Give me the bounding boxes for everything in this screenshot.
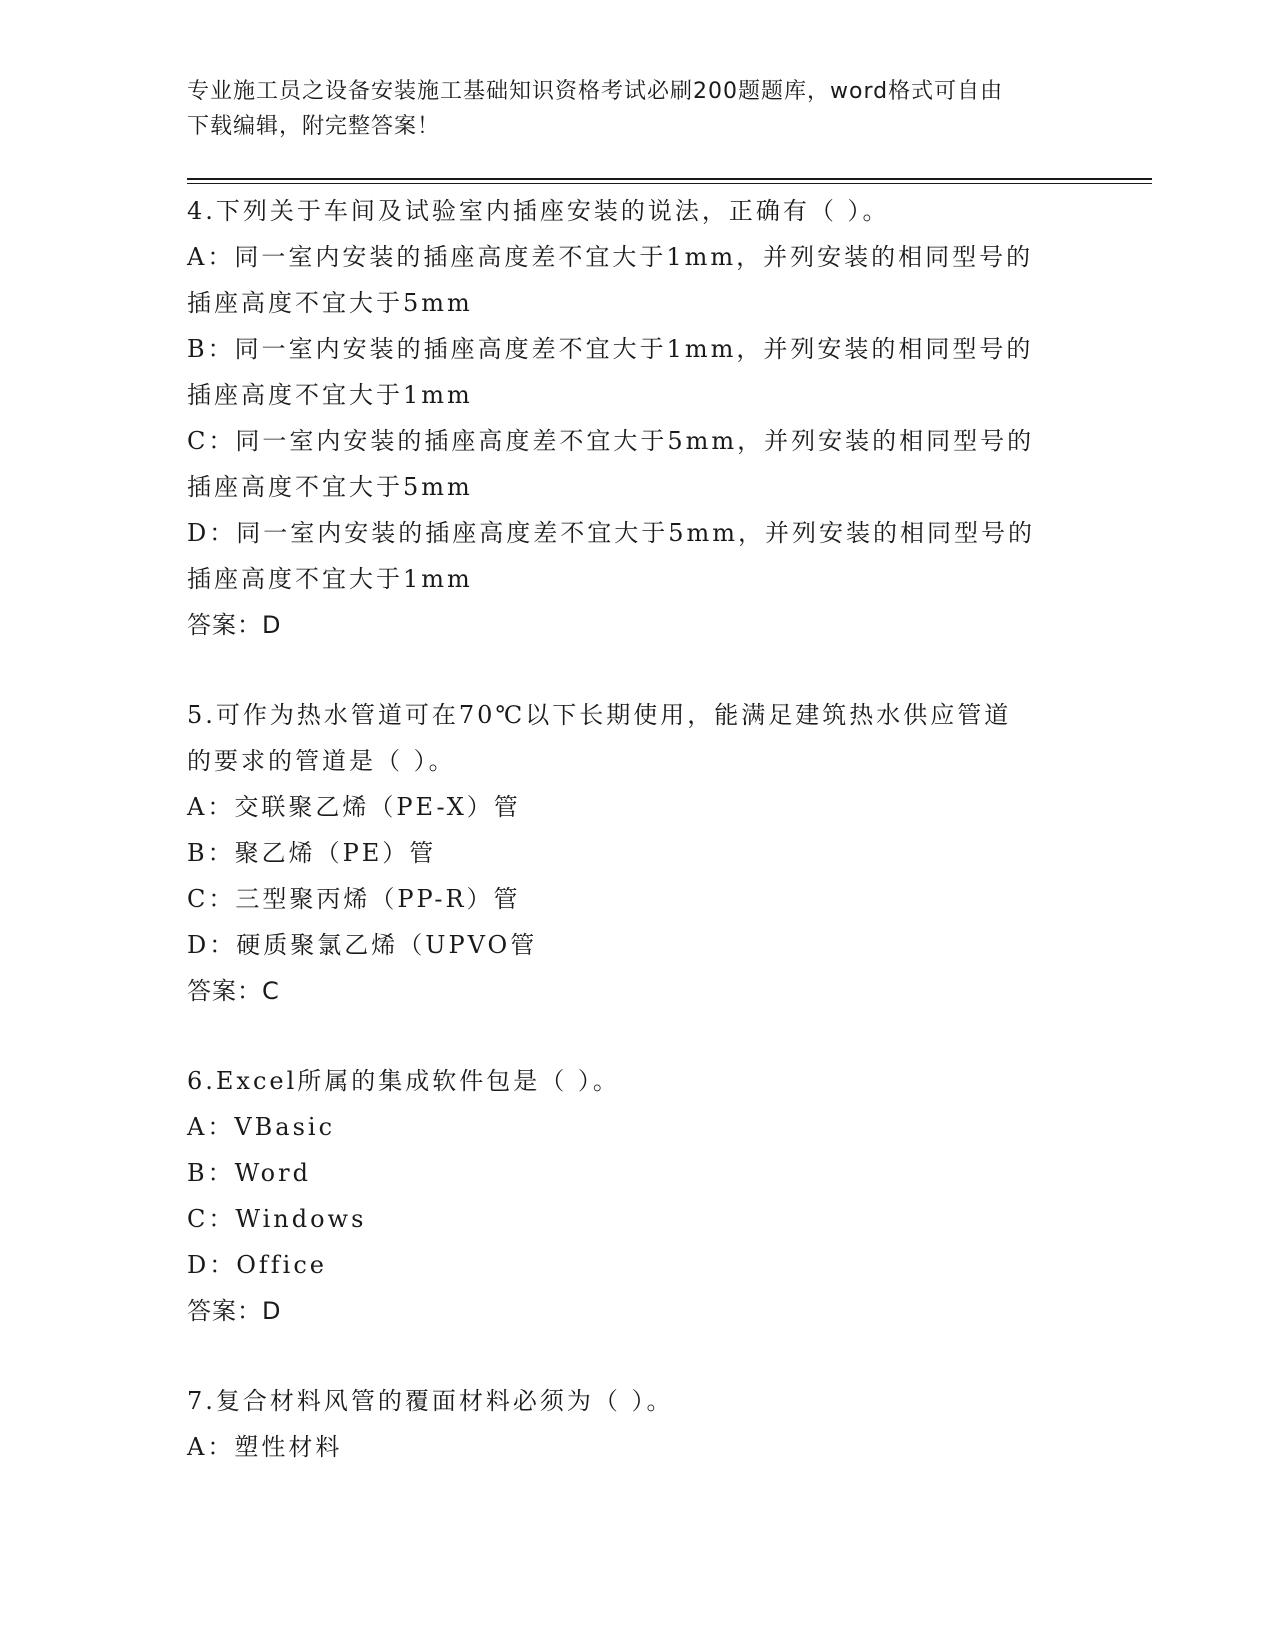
- question-stem: 的要求的管道是（ ）。: [187, 747, 456, 775]
- header-line-1: 专业施工员之设备安装施工基础知识资格考试必刷200题题库，word格式可自由: [187, 79, 1004, 104]
- option-text: A：同一室内安装的插座高度差不宜大于1mm，并列安装的相同型号的: [187, 243, 1034, 271]
- header-line-2: 下载编辑，附完整答案！: [187, 114, 441, 139]
- option-a: A：交联聚乙烯（PE-X）管: [187, 793, 521, 821]
- option-d: D：硬质聚氯乙烯（UPVO管: [187, 931, 538, 959]
- answer-text: 答案：C: [187, 977, 280, 1005]
- option-a: [187, 234, 1087, 326]
- option-text: B：同一室内安装的插座高度差不宜大于1mm，并列安装的相同型号的: [187, 335, 1034, 363]
- option-c: C：三型聚丙烯（PP-R）管: [187, 885, 521, 913]
- option-b: B：Word: [187, 1159, 311, 1187]
- question-4: [187, 188, 1087, 648]
- question-list: [187, 188, 1087, 1470]
- question-5: [187, 692, 1087, 1014]
- answer-text: 答案：D: [187, 611, 282, 639]
- question-6: [187, 1058, 1087, 1334]
- question-stem: 4.下列关于车间及试验室内插座安装的说法，正确有（ ）。: [187, 197, 890, 225]
- question-stem: 5.可作为热水管道可在70℃以下长期使用，能满足建筑热水供应管道: [187, 701, 1012, 729]
- answer-text: 答案：D: [187, 1297, 282, 1325]
- question-7: [187, 1378, 1087, 1470]
- option-a: A：塑性材料: [187, 1433, 343, 1461]
- option-text: 插座高度不宜大于5mm: [187, 289, 473, 317]
- option-c: C：Windows: [187, 1205, 367, 1233]
- spacer: [187, 648, 1087, 692]
- option-d: [187, 510, 1087, 602]
- option-text: 插座高度不宜大于1mm: [187, 565, 473, 593]
- option-c: [187, 418, 1087, 510]
- option-a: A：VBasic: [187, 1113, 336, 1141]
- header-divider-thick: [187, 178, 1152, 180]
- option-b: [187, 326, 1087, 418]
- question-stem: 7.复合材料风管的覆面材料必须为（ ）。: [187, 1387, 674, 1415]
- header-divider-thin: [187, 183, 1152, 184]
- document-header: [187, 74, 1067, 144]
- option-text: C：同一室内安装的插座高度差不宜大于5mm，并列安装的相同型号的: [187, 427, 1035, 455]
- question-stem: 6.Excel所属的集成软件包是（ ）。: [187, 1067, 620, 1095]
- spacer: [187, 1334, 1087, 1378]
- option-b: B：聚乙烯（PE）管: [187, 839, 437, 867]
- option-text: 插座高度不宜大于1mm: [187, 381, 473, 409]
- option-d: D：Office: [187, 1251, 328, 1279]
- option-text: 插座高度不宜大于5mm: [187, 473, 473, 501]
- spacer: [187, 1014, 1087, 1058]
- option-text: D：同一室内安装的插座高度差不宜大于5mm，并列安装的相同型号的: [187, 519, 1036, 547]
